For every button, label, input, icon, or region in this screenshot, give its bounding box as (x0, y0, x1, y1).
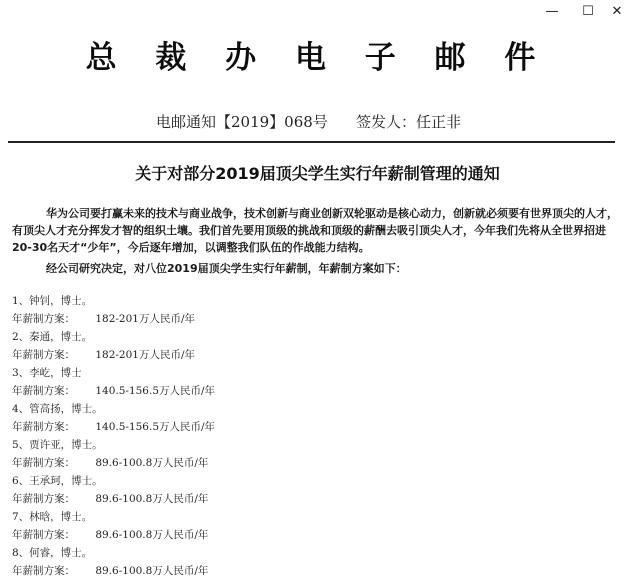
salary-label: 年薪制方案： (12, 421, 75, 433)
list-item-salary (12, 454, 612, 472)
decision-paragraph: 经公司研究决定，对八位2019届顶尖学生实行年薪制，年薪制方案如下： (46, 262, 407, 275)
salary-label: 年薪制方案： (12, 529, 75, 541)
salary-value: 182-201万人民币/年 (95, 313, 196, 325)
list-item-name: 4、管高扬，博士。 (12, 403, 103, 415)
close-icon[interactable]: ✕ (611, 3, 623, 19)
list-item-salary (12, 310, 612, 328)
list-item-salary (12, 382, 612, 400)
list-item-salary (12, 346, 612, 364)
salary-value: 182-201万人民币/年 (95, 349, 196, 361)
salary-label: 年薪制方案： (12, 457, 75, 469)
list-item-name: 2、秦通，博士。 (12, 331, 93, 343)
salary-label: 年薪制方案： (12, 493, 75, 505)
salary-value: 140.5-156.5万人民币/年 (95, 421, 216, 433)
list-item-name: 3、李屹，博士 (12, 367, 82, 379)
document-page (0, 22, 635, 587)
list-item-salary (12, 562, 612, 580)
notice-number: 电邮通知【2019】068号 (156, 113, 328, 131)
maximize-icon[interactable]: ☐ (582, 3, 594, 19)
document-title: 总 裁 办 电 子 邮 件 (85, 40, 550, 76)
header-divider (8, 141, 615, 143)
list-item-salary (12, 490, 612, 508)
salary-value: 140.5-156.5万人民币/年 (95, 385, 216, 397)
list-item-name: 6、王承珂，博士。 (12, 475, 103, 487)
salary-list (12, 292, 612, 580)
salary-label: 年薪制方案： (12, 385, 75, 397)
salary-value: 89.6-100.8万人民币/年 (95, 529, 209, 541)
window-titlebar (0, 0, 635, 22)
salary-label: 年薪制方案： (12, 565, 75, 577)
list-item-salary (12, 418, 612, 436)
list-item-salary (12, 526, 612, 544)
list-item-name: 8、何睿，博士。 (12, 547, 93, 559)
signer: 签发人：任正非 (356, 113, 462, 131)
salary-value: 89.6-100.8万人民币/年 (95, 493, 209, 505)
salary-label: 年薪制方案： (12, 349, 75, 361)
salary-label: 年薪制方案： (12, 313, 75, 325)
list-item-name: 5、贾许亚，博士。 (12, 439, 103, 451)
list-item-name: 1、钟钊，博士。 (12, 295, 93, 307)
salary-value: 89.6-100.8万人民币/年 (95, 565, 209, 577)
intro-paragraph: 华为公司要打赢未来的技术与商业战争，技术创新与商业创新双轮驱动是核心动力，创新就必须要有世界顶尖的人才，有顶尖人才充分挥发才智的组织土壤。我们首先要用顶级的挑战和顶级的薪酬去吸引顶尖人才，今年我们先将从全世界招进20-30名天才“少年”，今后逐年增加，以调整我们队伍的作战能力结构。 (12, 207, 618, 254)
notice-title: 关于对部分2019届顶尖学生实行年薪制管理的通知 (135, 164, 500, 183)
list-item-name: 7、林晗，博士。 (12, 511, 93, 523)
minimize-icon[interactable]: — (545, 3, 559, 19)
salary-value: 89.6-100.8万人民币/年 (95, 457, 209, 469)
